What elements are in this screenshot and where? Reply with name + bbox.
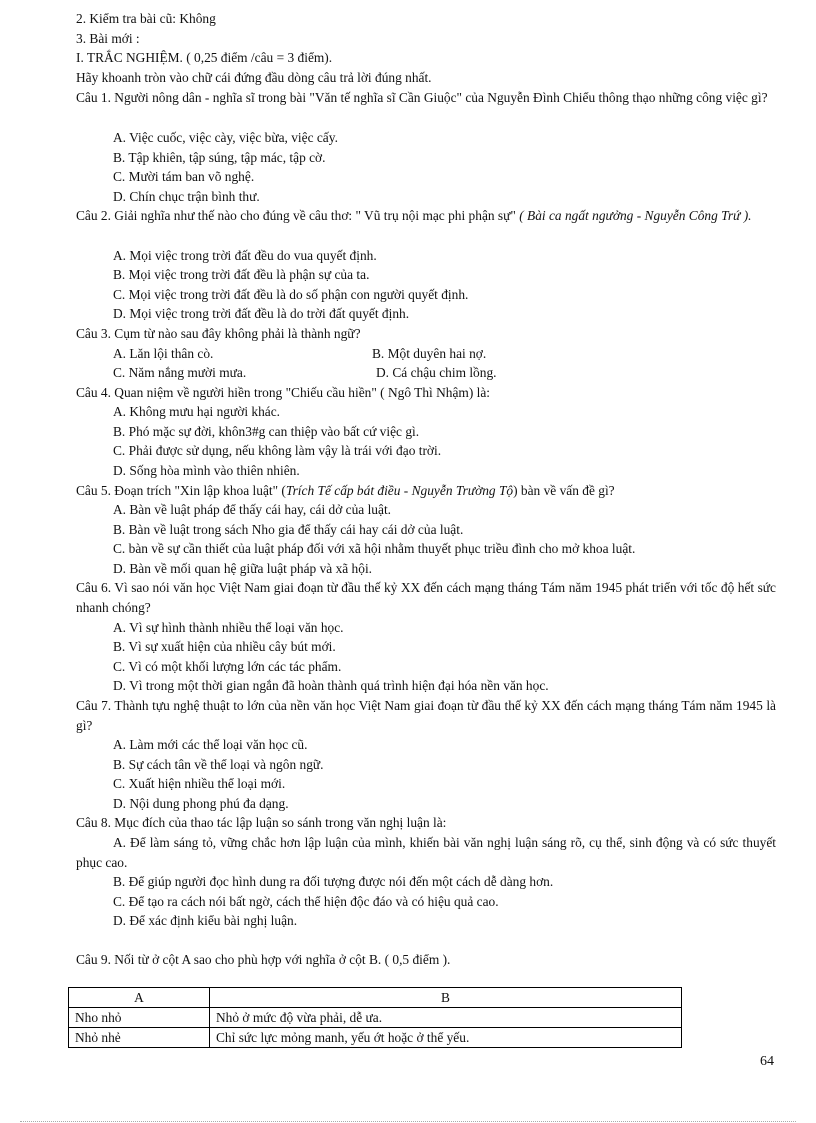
matching-table: [68, 987, 682, 1048]
question-3-option-b: B. Một duyên hai nợ.: [372, 346, 487, 361]
question-4-option-c: C. Phải được sử dụng, nếu không làm vậy là trái với đạo trời.: [113, 443, 442, 458]
question-5-source: Trích Tế cấp bát điều - Nguyễn Trường Tộ: [285, 483, 514, 498]
question-5-text: [76, 481, 615, 500]
question-7-option-b: B. Sự cách tân về thể loại và ngôn ngữ.: [113, 757, 324, 772]
question-2-option-b: B. Mọi việc trong trời đất đều là phận sự của ta.: [113, 267, 370, 282]
question-6-option-c: C. Vì có một khối lượng lớn các tác phẩm.: [113, 659, 342, 674]
question-3-option-a: A. Lăn lội thân cò.: [113, 346, 214, 361]
page-number: 64: [760, 1054, 774, 1069]
question-2-option-d: D. Mọi việc trong trời đất đều là do trời đất quyết định.: [113, 306, 410, 321]
question-7-option-c: C. Xuất hiện nhiều thể loại mới.: [113, 776, 286, 791]
question-1-option-c: C. Mười tám ban võ nghệ.: [113, 169, 255, 184]
question-5-stem-pre: Câu 5. Đoạn trích "Xin lập khoa luật" (: [76, 483, 286, 498]
question-6-option-b: B. Vì sự xuất hiện của nhiều cây bút mới.: [113, 639, 336, 654]
question-4-option-a: A. Không mưu hại người khác.: [113, 404, 281, 419]
question-5-option-a: A. Bàn về luật pháp để thấy cái hay, cái dở của luật.: [113, 502, 392, 517]
question-2-stem: Câu 2. Giải nghĩa như thế nào cho đúng về câu thơ: " Vũ trụ nội mạc phi phận sự": [76, 208, 516, 223]
question-3-option-d: D. Cá chậu chim lồng.: [376, 365, 497, 380]
question-1-text: Câu 1. Người nông dân - nghĩa sĩ trong bài "Văn tế nghĩa sĩ Cần Giuộc" của Nguyễn Đình Chiểu thông thạo những công việc gì?: [76, 90, 768, 105]
row-1-column-a: Nho nhỏ: [69, 1008, 210, 1028]
question-4-option-d: D. Sống hòa mình vào thiên nhiên.: [113, 463, 300, 478]
question-2-option-c: C. Mọi việc trong trời đất đều là do số phận con người quyết định.: [113, 287, 469, 302]
question-8-text: Câu 8. Mục đích của thao tác lập luận so sánh trong văn nghị luận là:: [76, 815, 447, 830]
question-8-option-d: D. Để xác định kiểu bài nghị luận.: [113, 913, 298, 928]
question-1-option-a: A. Việc cuốc, việc cày, việc bừa, việc cấy.: [113, 130, 338, 145]
header-line-review: 2. Kiểm tra bài cũ: Không: [76, 11, 216, 26]
question-6-option-d: D. Vì trong một thời gian ngắn đã hoàn thành quá trình hiện đại hóa nền văn học.: [113, 678, 549, 693]
question-7-option-a: A. Làm mới các thể loại văn học cũ.: [113, 737, 308, 752]
question-5-option-c: C. bàn về sự cần thiết của luật pháp đối với xã hội nhằm thuyết phục triều đình cho mở khoa luật.: [113, 541, 636, 556]
row-2-column-a: Nhỏ nhẻ: [69, 1028, 210, 1048]
question-6-text: Câu 6. Vì sao nói văn học Việt Nam giai đoạn từ đầu thế kỷ XX đến cách mạng tháng Tám năm 1945 phát triển với tốc độ hết sức nhanh chóng?: [76, 580, 776, 615]
question-7-option-d: D. Nội dung phong phú đa dạng.: [113, 796, 289, 811]
question-6-option-a: A. Vì sự hình thành nhiều thể loại văn học.: [113, 620, 344, 635]
row-1-column-b: Nhỏ ở mức độ vừa phải, dễ ưa.: [210, 1008, 682, 1028]
question-9-text: Câu 9. Nối từ ở cột A sao cho phù hợp với nghĩa ở cột B. ( 0,5 điểm ).: [76, 952, 451, 967]
question-5-stem-post: ) bàn về vấn đề gì?: [513, 483, 615, 498]
question-8-option-a: A. Để làm sáng tỏ, vững chắc hơn lập luận của mình, khiến bài văn nghị luận sáng rõ, cụ thể, sinh động và có sức thuyết phục cao.: [76, 835, 776, 870]
page-bottom-divider: [20, 1121, 796, 1122]
table-row: [69, 1008, 682, 1028]
column-a-header: A: [69, 988, 210, 1008]
question-1-option-d: D. Chín chục trận bình thư.: [113, 189, 260, 204]
question-3-text: Câu 3. Cụm từ nào sau đây không phải là thành ngữ?: [76, 326, 361, 341]
question-1-option-b: B. Tập khiên, tập súng, tập mác, tập cờ.: [113, 150, 326, 165]
question-2-source: ( Bài ca ngất ngưởng - Nguyễn Công Trứ ).: [519, 208, 752, 223]
matching-table-header: [69, 988, 682, 1008]
instruction-line: Hãy khoanh tròn vào chữ cái đứng đầu dòng câu trả lời đúng nhất.: [76, 70, 432, 85]
question-5-option-d: D. Bàn về mối quan hệ giữa luật pháp và xã hội.: [113, 561, 373, 576]
question-3-option-c: C. Năm nắng mười mưa.: [113, 365, 247, 380]
question-7-text: Câu 7. Thành tựu nghệ thuật to lớn của nền văn học Việt Nam giai đoạn từ đầu thế kỷ XX đến cách mạng tháng Tám năm 1945 là gì?: [76, 698, 776, 733]
row-2-column-b: Chỉ sức lực mỏng manh, yếu ớt hoặc ở thể yếu.: [210, 1028, 682, 1048]
question-8-option-c: C. Để tạo ra cách nói bất ngờ, cách thể hiện độc đáo và có hiệu quả cao.: [113, 894, 499, 909]
question-2-text: [76, 206, 776, 226]
section-heading-multiple-choice: I. TRẮC NGHIỆM. ( 0,25 điểm /câu = 3 điểm).: [76, 50, 333, 65]
question-2-option-a: A. Mọi việc trong trời đất đều do vua quyết định.: [113, 248, 377, 263]
question-4-option-b: B. Phó mặc sự đời, khôn3#g can thiệp vào bất cứ việc gì.: [113, 424, 420, 439]
header-line-new-lesson: 3. Bài mới :: [76, 31, 140, 46]
column-b-header: B: [210, 988, 682, 1008]
question-5-option-b: B. Bàn về luật trong sách Nho gia để thấy cái hay cái dở của luật.: [113, 522, 464, 537]
question-8-option-b: B. Để giúp người đọc hình dung ra đối tượng được nói đến một cách dễ dàng hơn.: [113, 874, 554, 889]
question-4-text: Câu 4. Quan niệm về người hiền trong "Chiếu cầu hiền" ( Ngô Thì Nhậm) là:: [76, 385, 491, 400]
table-row: [69, 1028, 682, 1048]
